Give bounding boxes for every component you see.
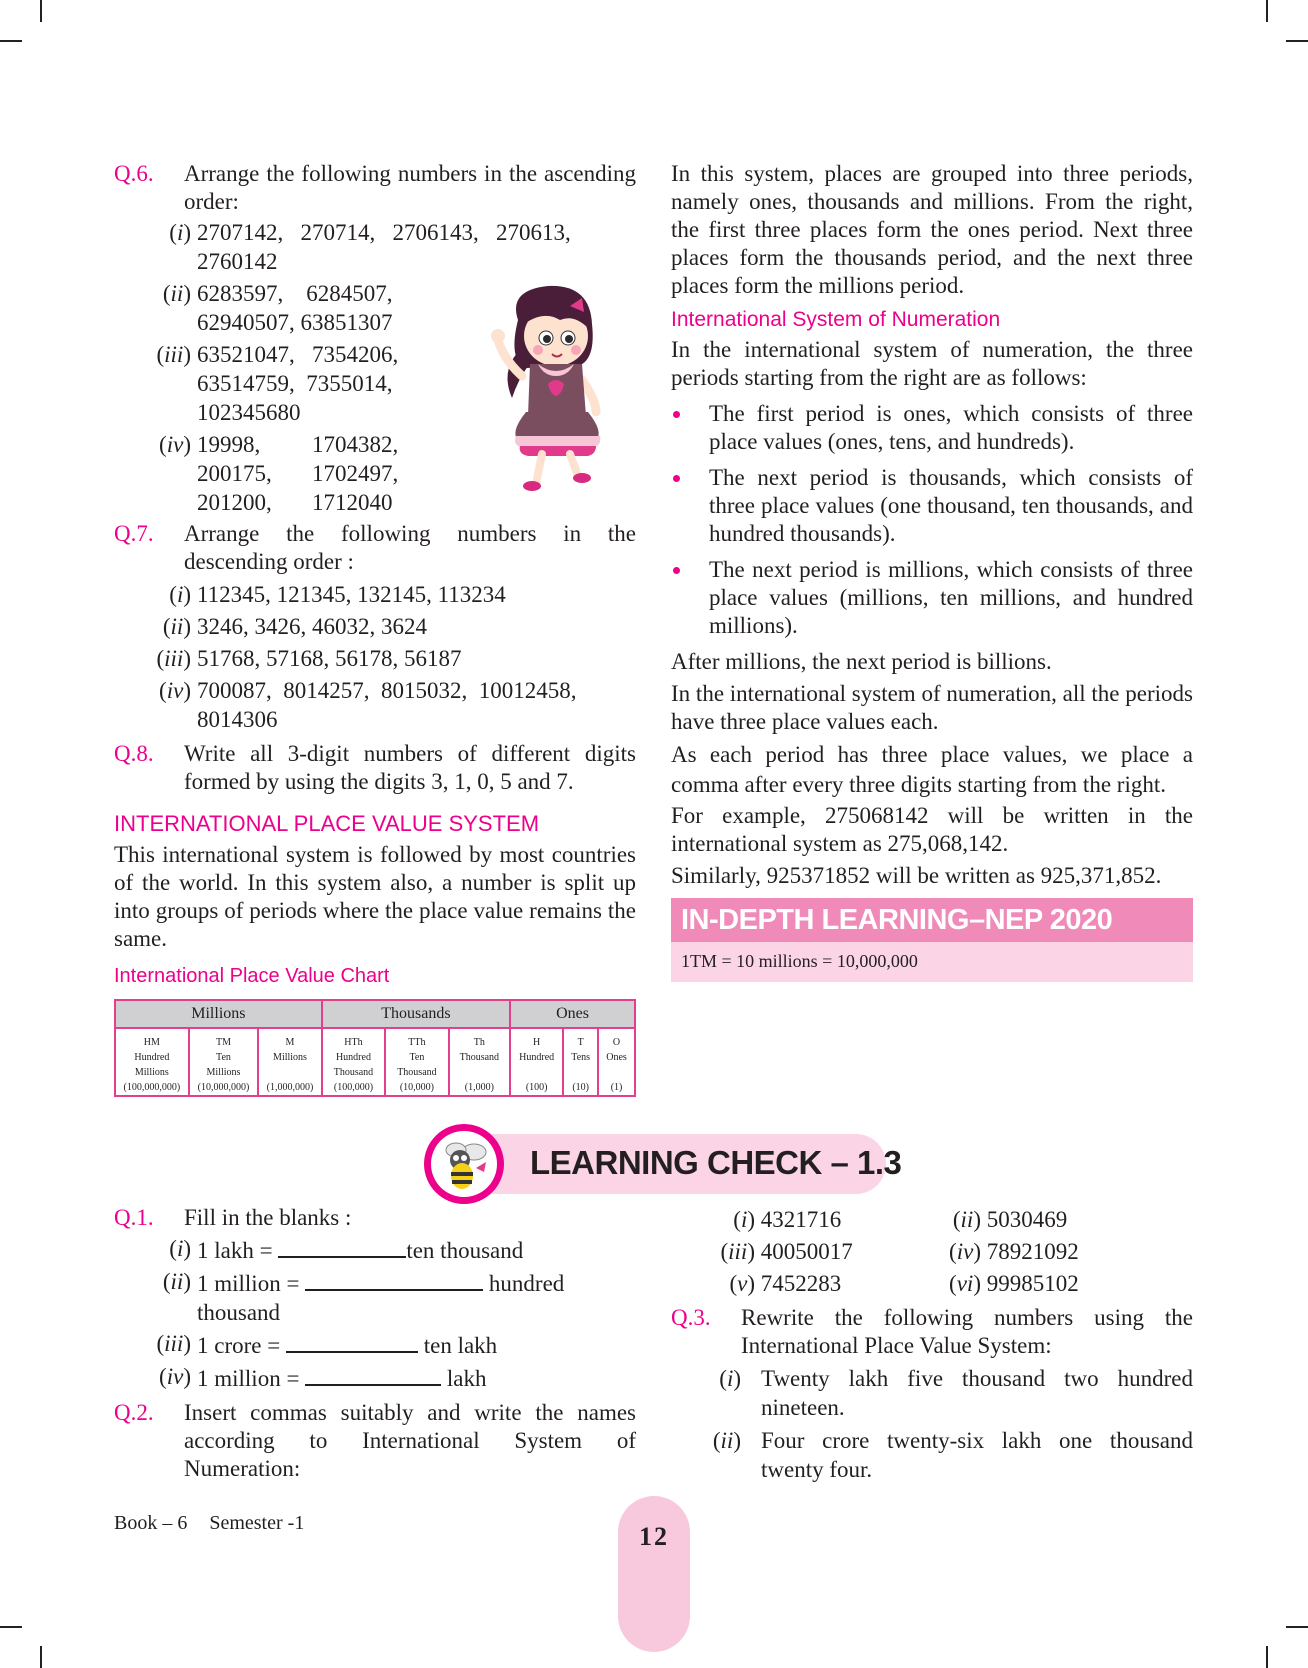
list-item: (i) Twenty lakh five thousand two hundred nineteen.	[705, 1364, 1193, 1422]
list-item: The first period is ones, which consists of three place values (ones, tens, and hundreds).	[671, 400, 1193, 456]
paragraph: After millions, the next period is billions.	[671, 649, 1052, 674]
blank-line	[278, 1234, 406, 1258]
periods-list	[671, 400, 1193, 640]
list-item: The next period is thousands, which consists of three place values (one thousand, ten thousands, and hundred thousands).	[671, 464, 1193, 548]
table-row	[115, 1028, 635, 1096]
item-line: 201200, 1712040	[197, 490, 393, 515]
question-number: Q.7.	[114, 521, 154, 546]
crop-mark	[40, 0, 42, 22]
item-line: 8014306	[197, 707, 278, 732]
item-numeral: (iv)	[159, 1364, 191, 1389]
question-text: Arrange the following numbers in the ascending order:	[184, 161, 636, 214]
group-ones: Ones	[510, 1000, 635, 1028]
question-number: Q.8.	[114, 741, 154, 766]
list-item: (ii) Four crore twenty-six lakh one thousand twenty four.	[705, 1426, 1193, 1484]
subsection-heading: International System of Numeration	[671, 308, 1001, 331]
item-line: 200175, 1702497,	[197, 461, 399, 486]
item-line: 102345680	[197, 400, 301, 425]
crop-mark	[1266, 1646, 1268, 1668]
item-line: 63521047, 7354206,	[197, 342, 399, 367]
item-numeral: (i)	[169, 582, 191, 607]
list-item	[141, 580, 636, 609]
bottom-right-column	[671, 1204, 1193, 1484]
section-title: INTERNATIONAL PLACE VALUE SYSTEM	[114, 811, 540, 836]
item-numeral: (ii)	[162, 1269, 191, 1294]
item-numeral: (i)	[719, 1366, 741, 1391]
item-numeral: (i)	[169, 220, 191, 245]
item-line: 2760142	[197, 249, 278, 274]
q3-items	[705, 1364, 1193, 1484]
item-numeral: (iii)	[156, 1331, 191, 1356]
list-item	[141, 644, 636, 673]
question-text: Arrange the following numbers in the descending order :	[184, 521, 636, 574]
footer-book: Book – 6 Semester -1	[114, 1512, 305, 1534]
list-item: (i) 4321716	[733, 1207, 842, 1232]
blank-line	[305, 1267, 483, 1291]
blank-line	[305, 1362, 441, 1386]
question-text: Rewrite the following numbers using the International Place Value System:	[741, 1305, 1193, 1358]
bee-icon	[436, 1136, 492, 1192]
list-item: (ii) 1 million = hundred thousand	[141, 1267, 636, 1327]
q1-items	[141, 1234, 636, 1393]
list-item	[141, 676, 636, 734]
blank-line	[286, 1329, 418, 1353]
section-paragraph: This international system is followed by most countries of the world. In this system also, a number is split up into groups of periods where the place value remains the same.	[114, 842, 636, 951]
page-number: 12	[639, 1522, 669, 1551]
item-line: 3246, 3426, 46032, 3624	[197, 614, 427, 639]
table-group-row	[115, 1000, 635, 1028]
table-cell: O Ones (1)	[598, 1028, 635, 1096]
table-cell: Th Thousand (1,000)	[449, 1028, 510, 1096]
page-number-tab	[618, 1496, 690, 1652]
list-item: (iii) 40050017	[720, 1239, 853, 1264]
question-7	[114, 520, 636, 576]
crop-mark	[40, 1646, 42, 1668]
bullet-icon	[673, 411, 680, 418]
table-cell: H Hundred (100)	[510, 1028, 563, 1096]
chart-title: International Place Value Chart	[114, 965, 390, 987]
place-value-table	[114, 999, 636, 1097]
item-line: 2707142, 270714, 2706143, 270613,	[197, 220, 571, 245]
list-item: (iv) 78921092	[949, 1239, 1079, 1264]
list-item: (iv) 1 million = lakh	[141, 1362, 636, 1393]
paragraph: As each period has three place values, we place a comma after every three digits starting from the right.	[671, 742, 1193, 797]
item-line: 63514759, 7355014,	[197, 371, 393, 396]
item-numeral: (iv)	[159, 432, 191, 457]
list-item: The next period is millions, which consists of three place values (millions, ten millions, and hundred millions).	[671, 556, 1193, 640]
q2-items	[671, 1204, 1193, 1300]
nep-box	[671, 898, 1193, 982]
table-cell: HTh Hundred Thousand (100,000)	[322, 1028, 385, 1096]
list-item: (ii) 5030469	[952, 1207, 1068, 1232]
item-line: 700087, 8014257, 8015032, 10012458,	[197, 678, 577, 703]
crop-mark	[0, 40, 22, 42]
table-cell: T Tens (10)	[563, 1028, 598, 1096]
crop-mark	[1286, 1626, 1308, 1628]
crop-mark	[1286, 40, 1308, 42]
question-text: Fill in the blanks :	[184, 1205, 352, 1230]
item-numeral: (iv)	[159, 678, 191, 703]
question-6	[114, 160, 636, 216]
question-text: Write all 3-digit numbers of different digits formed by using the digits 3, 1, 0, 5 and 7.	[184, 741, 636, 794]
question-number: Q.2.	[114, 1400, 154, 1425]
right-column	[671, 160, 1193, 982]
bullet-icon	[673, 475, 680, 482]
paragraph: For example, 275068142 will be written in the international system as 275,068,142.	[671, 803, 1193, 856]
girl-illustration	[478, 280, 640, 498]
question-text: Insert commas suitably and write the names according to International System of Numeration:	[184, 1400, 636, 1481]
list-item	[141, 218, 636, 276]
item-line: 6283597, 6284507,	[197, 281, 393, 306]
item-numeral: (ii)	[162, 281, 191, 306]
question-number: Q.3.	[671, 1305, 711, 1330]
nep-title: IN-DEPTH LEARNING–NEP 2020	[671, 898, 1193, 942]
question-3	[671, 1304, 1193, 1360]
learning-check-title: LEARNING CHECK – 1.3	[530, 1144, 902, 1181]
item-line: 112345, 121345, 132145, 113234	[197, 582, 506, 607]
place-value-chart	[114, 999, 636, 1097]
bottom-left-column	[114, 1204, 636, 1483]
item-numeral: (i)	[169, 1236, 191, 1261]
question-8	[114, 740, 636, 796]
table-cell: TM Ten Millions (10,000,000)	[189, 1028, 259, 1096]
question-2	[114, 1399, 636, 1483]
list-item: (vi) 99985102	[949, 1271, 1079, 1296]
item-numeral: (iii)	[156, 342, 191, 367]
item-line: 62940507, 63851307	[197, 310, 393, 335]
paragraph: In the international system of numeration, all the periods have three place values each.	[671, 681, 1193, 734]
list-item	[141, 612, 636, 641]
item-line: 19998, 1704382,	[197, 432, 399, 457]
list-item: (iii) 1 crore = ten lakh	[141, 1329, 636, 1360]
table-cell: HM Hundred Millions (100,000,000)	[115, 1028, 189, 1096]
question-number: Q.6.	[114, 161, 154, 186]
list-item: (v) 7452283	[729, 1271, 842, 1296]
crop-mark	[1266, 0, 1268, 22]
paragraph: Similarly, 925371852 will be written as 925,371,852.	[671, 863, 1162, 888]
list-item: (i) 1 lakh = ten thousand	[141, 1234, 636, 1265]
table-cell: TTh Ten Thousand (10,000)	[385, 1028, 448, 1096]
group-millions: Millions	[115, 1000, 322, 1028]
item-line: 51768, 57168, 56178, 56187	[197, 646, 462, 671]
item-numeral: (ii)	[162, 614, 191, 639]
group-thousands: Thousands	[322, 1000, 510, 1028]
bullet-icon	[673, 567, 680, 574]
periods-paragraph: In this system, places are grouped into three periods, namely ones, thousands and millions. From the right, the first three places form the ones period. Next three places form the thousands period, and the next three places form the millions period.	[671, 161, 1193, 298]
item-numeral: (iii)	[156, 646, 191, 671]
item-numeral: (ii)	[712, 1428, 741, 1453]
table-cell: M Millions (1,000,000)	[258, 1028, 321, 1096]
crop-mark	[0, 1626, 22, 1628]
nep-text: 1TM = 10 millions = 10,000,000	[671, 942, 1193, 982]
question-1	[114, 1204, 636, 1232]
q7-items	[141, 580, 636, 734]
question-number: Q.1.	[114, 1205, 154, 1230]
numeration-paragraph: In the international system of numeration, the three periods starting from the right are as follows:	[671, 337, 1193, 390]
